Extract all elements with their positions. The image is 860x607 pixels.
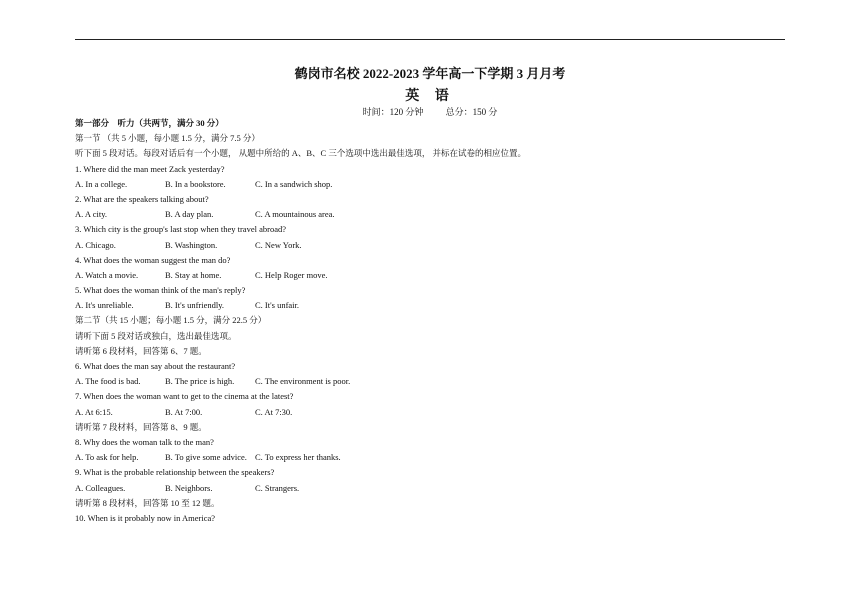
option-a: A. The food is bad.	[75, 376, 141, 387]
option-b: B. Neighbors.	[165, 482, 213, 493]
section-heading: 第一节 （共 5 小题，每小题 1.5 分，满分 7.5 分）	[75, 133, 260, 144]
exam-time: 时间：120 分钟	[362, 107, 424, 117]
option-a: A. A city.	[75, 209, 108, 220]
question-text: 3. Which city is the group's last stop when they travel abroad?	[75, 224, 286, 235]
option-b: B. It's unfriendly.	[165, 300, 225, 311]
exam-content	[75, 116, 785, 526]
option-row	[75, 298, 785, 313]
option-c: C. New York.	[255, 239, 302, 250]
subject-title: 英 语	[405, 89, 455, 104]
option-a: A. In a college.	[75, 178, 128, 189]
option-c: C. The environment is poor.	[255, 376, 351, 387]
part-heading: 第一部分 听力（共两节，满分 30 分）	[75, 118, 224, 128]
instruction: 听下面 5 段对话。每段对话后有一个小题， 从题中所给的 A、B、C 三个选项中选出最佳选项， 并标在试卷的相应位置。	[75, 148, 526, 159]
material-note: 请听第 7 段材料，回答第 8、9 题。	[75, 421, 207, 432]
option-a: A. To ask for help.	[75, 452, 139, 463]
option-c: C. It's unfair.	[255, 300, 300, 311]
instruction: 请听下面 5 段对话或独白，选出最佳选项。	[75, 330, 237, 341]
option-a: A. At 6:15.	[75, 406, 113, 417]
option-a: A. Watch a movie.	[75, 269, 139, 280]
question-text: 4. What does the woman suggest the man do?	[75, 254, 231, 265]
question-text: 2. What are the speakers talking about?	[75, 193, 209, 204]
option-b: B. Washington.	[165, 239, 218, 250]
question-text: 7. When does the woman want to get to the cinema at the latest?	[75, 391, 294, 402]
section-heading: 第二节（共 15 小题；每小题 1.5 分，满分 22.5 分）	[75, 315, 267, 326]
question-text: 1. Where did the man meet Zack yesterday?	[75, 163, 225, 174]
option-row	[75, 450, 785, 465]
option-b: B. Stay at home.	[165, 269, 222, 280]
option-c: C. In a sandwich shop.	[255, 178, 333, 189]
option-row	[75, 177, 785, 192]
option-row	[75, 207, 785, 222]
header-rule	[75, 39, 785, 40]
exam-title: 鹤岗市名校 2022-2023 学年高一下学期 3 月月考	[294, 66, 566, 81]
question-text: 10. When is it probably now in America?	[75, 512, 216, 523]
option-c: C. To express her thanks.	[255, 452, 341, 463]
option-a: A. It's unreliable.	[75, 300, 134, 311]
option-c: C. A mountainous area.	[255, 209, 335, 220]
exam-score: 总分：150 分	[445, 107, 498, 117]
option-b: B. In a bookstore.	[165, 178, 226, 189]
option-c: C. Strangers.	[255, 482, 300, 493]
option-row	[75, 238, 785, 253]
material-note: 请听第 6 段材料，回答第 6、7 题。	[75, 345, 207, 356]
option-b: B. The price is high.	[165, 376, 235, 387]
option-b: B. A day plan.	[165, 209, 214, 220]
option-row	[75, 405, 785, 420]
option-row	[75, 481, 785, 496]
option-b: B. To give some advice.	[165, 452, 247, 463]
option-b: B. At 7:00.	[165, 406, 203, 417]
option-c: C. At 7:30.	[255, 406, 293, 417]
question-text: 6. What does the man say about the restaurant?	[75, 361, 236, 371]
question-text: 8. Why does the woman talk to the man?	[75, 436, 214, 447]
option-row	[75, 268, 785, 283]
option-c: C. Help Roger move.	[255, 269, 328, 280]
option-a: A. Chicago.	[75, 239, 116, 250]
question-text: 9. What is the probable relationship between the speakers?	[75, 467, 275, 478]
material-note: 请听第 8 段材料，回答第 10 至 12 题。	[75, 497, 220, 508]
option-row	[75, 374, 785, 389]
option-a: A. Colleagues.	[75, 482, 126, 493]
question-text: 5. What does the woman think of the man's reply?	[75, 285, 246, 296]
